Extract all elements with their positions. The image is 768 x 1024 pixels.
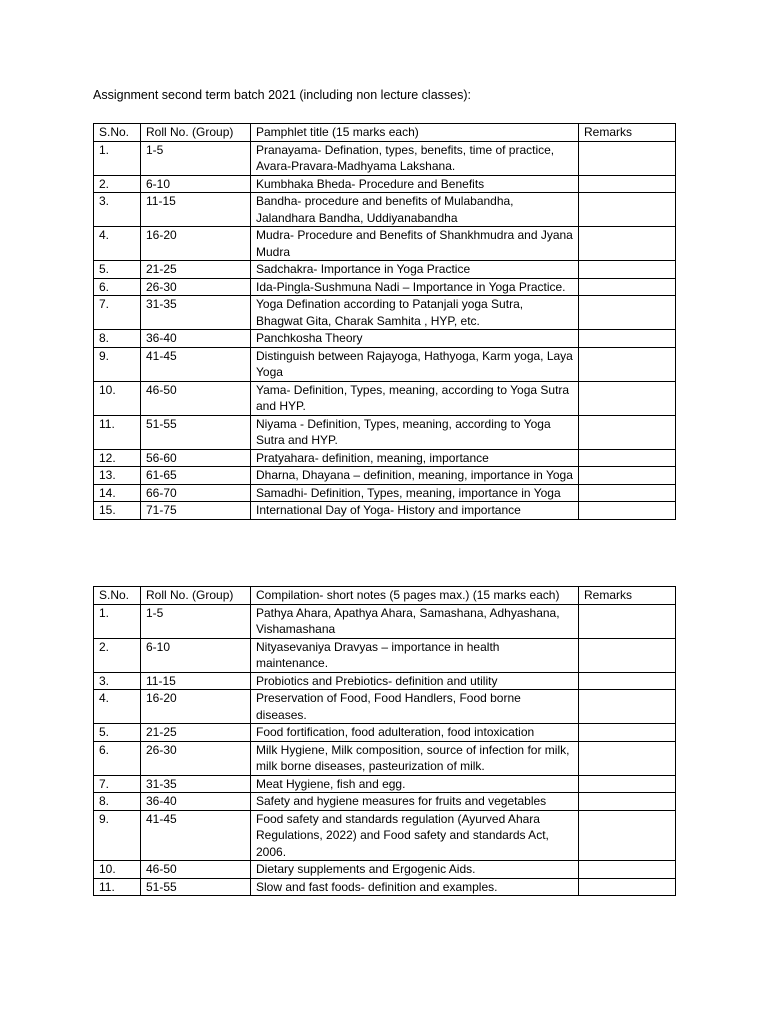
cell-title: Probiotics and Prebiotics- definition and utility [251, 672, 579, 690]
pamphlet-table-body [94, 141, 676, 519]
cell-sno: 8. [94, 330, 141, 348]
compilation-table-body [94, 604, 676, 896]
cell-roll-no: 41-45 [141, 347, 251, 381]
table-row [94, 793, 676, 811]
cell-sno: 2. [94, 175, 141, 193]
cell-title: Niyama - Definition, Types, meaning, according to Yoga Sutra and HYP. [251, 415, 579, 449]
cell-title: Nityasevaniya Dravyas – importance in health maintenance. [251, 638, 579, 672]
cell-remarks [579, 861, 676, 879]
cell-remarks [579, 741, 676, 775]
cell-sno: 15. [94, 502, 141, 520]
cell-roll-no: 16-20 [141, 690, 251, 724]
cell-remarks [579, 604, 676, 638]
cell-roll-no: 11-15 [141, 672, 251, 690]
table-row [94, 415, 676, 449]
cell-sno: 11. [94, 415, 141, 449]
cell-title: Pratyahara- definition, meaning, importance [251, 449, 579, 467]
cell-remarks [579, 261, 676, 279]
cell-title: Food safety and standards regulation (Ayurved Ahara Regulations, 2022) and Food safety and standards Act, 2006. [251, 810, 579, 861]
cell-remarks [579, 175, 676, 193]
cell-roll-no: 31-35 [141, 296, 251, 330]
cell-sno: 1. [94, 141, 141, 175]
cell-sno: 2. [94, 638, 141, 672]
cell-roll-no: 71-75 [141, 502, 251, 520]
cell-sno: 5. [94, 261, 141, 279]
cell-title: Mudra- Procedure and Benefits of Shankhmudra and Jyana Mudra [251, 227, 579, 261]
cell-title: Sadchakra- Importance in Yoga Practice [251, 261, 579, 279]
cell-roll-no: 46-50 [141, 381, 251, 415]
cell-sno: 9. [94, 810, 141, 861]
cell-remarks [579, 449, 676, 467]
cell-title: Pathya Ahara, Apathya Ahara, Samashana, Adhyashana, Vishamashana [251, 604, 579, 638]
cell-remarks [579, 690, 676, 724]
cell-title: Food fortification, food adulteration, food intoxication [251, 724, 579, 742]
cell-remarks [579, 330, 676, 348]
header-roll-no: Roll No. (Group) [141, 587, 251, 605]
cell-title: Preservation of Food, Food Handlers, Food borne diseases. [251, 690, 579, 724]
cell-title: Bandha- procedure and benefits of Mulabandha, Jalandhara Bandha, Uddiyanabandha [251, 193, 579, 227]
cell-title: Samadhi- Definition, Types, meaning, importance in Yoga [251, 484, 579, 502]
cell-sno: 3. [94, 672, 141, 690]
cell-roll-no: 66-70 [141, 484, 251, 502]
cell-sno: 7. [94, 775, 141, 793]
cell-roll-no: 51-55 [141, 878, 251, 896]
cell-title: Yoga Defination according to Patanjali yoga Sutra, Bhagwat Gita, Charak Samhita , HYP, etc. [251, 296, 579, 330]
table-row [94, 296, 676, 330]
table-row [94, 347, 676, 381]
cell-roll-no: 41-45 [141, 810, 251, 861]
header-pamphlet-title: Pamphlet title (15 marks each) [251, 124, 579, 142]
table-row [94, 193, 676, 227]
cell-roll-no: 61-65 [141, 467, 251, 485]
cell-title: Distinguish between Rajayoga, Hathyoga, Karm yoga, Laya Yoga [251, 347, 579, 381]
table-row [94, 861, 676, 879]
cell-sno: 12. [94, 449, 141, 467]
cell-remarks [579, 227, 676, 261]
table-row [94, 878, 676, 896]
cell-title: Ida-Pingla-Sushmuna Nadi – Importance in Yoga Practice. [251, 278, 579, 296]
cell-roll-no: 11-15 [141, 193, 251, 227]
cell-roll-no: 31-35 [141, 775, 251, 793]
table-row [94, 690, 676, 724]
header-sno: S.No. [94, 124, 141, 142]
cell-sno: 6. [94, 278, 141, 296]
cell-remarks [579, 467, 676, 485]
cell-title: Kumbhaka Bheda- Procedure and Benefits [251, 175, 579, 193]
cell-roll-no: 6-10 [141, 175, 251, 193]
cell-roll-no: 36-40 [141, 330, 251, 348]
table-row [94, 741, 676, 775]
cell-title: Yama- Definition, Types, meaning, according to Yoga Sutra and HYP. [251, 381, 579, 415]
cell-sno: 3. [94, 193, 141, 227]
table-row [94, 175, 676, 193]
cell-roll-no: 26-30 [141, 741, 251, 775]
header-remarks: Remarks [579, 587, 676, 605]
cell-remarks [579, 296, 676, 330]
cell-roll-no: 1-5 [141, 604, 251, 638]
cell-remarks [579, 141, 676, 175]
cell-title: Dharna, Dhayana – definition, meaning, importance in Yoga [251, 467, 579, 485]
cell-title: Safety and hygiene measures for fruits and vegetables [251, 793, 579, 811]
table-row [94, 724, 676, 742]
cell-sno: 8. [94, 793, 141, 811]
header-remarks: Remarks [579, 124, 676, 142]
cell-remarks [579, 278, 676, 296]
cell-remarks [579, 484, 676, 502]
cell-title: Milk Hygiene, Milk composition, source of infection for milk, milk borne diseases, pasteurization of milk. [251, 741, 579, 775]
cell-remarks [579, 775, 676, 793]
cell-roll-no: 1-5 [141, 141, 251, 175]
header-compilation-title: Compilation- short notes (5 pages max.) (15 marks each) [251, 587, 579, 605]
cell-remarks [579, 415, 676, 449]
cell-title: Pranayama- Defination, types, benefits, time of practice, Avara-Pravara-Madhyama Lakshana. [251, 141, 579, 175]
table-row [94, 502, 676, 520]
cell-sno: 10. [94, 381, 141, 415]
table-row [94, 638, 676, 672]
cell-sno: 10. [94, 861, 141, 879]
table-row [94, 261, 676, 279]
table-row [94, 810, 676, 861]
table-row [94, 227, 676, 261]
pamphlet-table [93, 123, 676, 520]
table-row [94, 604, 676, 638]
table-header-row [94, 124, 676, 142]
table-row [94, 381, 676, 415]
table-row [94, 330, 676, 348]
cell-remarks [579, 793, 676, 811]
cell-remarks [579, 810, 676, 861]
table-header-row [94, 587, 676, 605]
document-heading: Assignment second term batch 2021 (including non lecture classes): [93, 88, 471, 102]
cell-title: Dietary supplements and Ergogenic Aids. [251, 861, 579, 879]
cell-roll-no: 51-55 [141, 415, 251, 449]
cell-remarks [579, 381, 676, 415]
header-roll-no: Roll No. (Group) [141, 124, 251, 142]
header-sno: S.No. [94, 587, 141, 605]
cell-remarks [579, 672, 676, 690]
table-row [94, 672, 676, 690]
cell-sno: 9. [94, 347, 141, 381]
cell-roll-no: 6-10 [141, 638, 251, 672]
cell-title: Panchkosha Theory [251, 330, 579, 348]
cell-roll-no: 21-25 [141, 261, 251, 279]
cell-remarks [579, 878, 676, 896]
cell-sno: 7. [94, 296, 141, 330]
cell-title: International Day of Yoga- History and importance [251, 502, 579, 520]
cell-sno: 1. [94, 604, 141, 638]
cell-remarks [579, 502, 676, 520]
cell-remarks [579, 638, 676, 672]
cell-sno: 4. [94, 690, 141, 724]
cell-roll-no: 26-30 [141, 278, 251, 296]
cell-sno: 11. [94, 878, 141, 896]
compilation-table [93, 586, 676, 896]
table-row [94, 467, 676, 485]
table-row [94, 278, 676, 296]
cell-roll-no: 56-60 [141, 449, 251, 467]
cell-roll-no: 21-25 [141, 724, 251, 742]
cell-sno: 4. [94, 227, 141, 261]
table-row [94, 484, 676, 502]
table-row [94, 775, 676, 793]
cell-title: Meat Hygiene, fish and egg. [251, 775, 579, 793]
cell-sno: 6. [94, 741, 141, 775]
cell-remarks [579, 193, 676, 227]
cell-sno: 14. [94, 484, 141, 502]
cell-remarks [579, 724, 676, 742]
cell-sno: 5. [94, 724, 141, 742]
cell-sno: 13. [94, 467, 141, 485]
table-row [94, 449, 676, 467]
table-row [94, 141, 676, 175]
cell-roll-no: 46-50 [141, 861, 251, 879]
cell-remarks [579, 347, 676, 381]
cell-title: Slow and fast foods- definition and examples. [251, 878, 579, 896]
cell-roll-no: 16-20 [141, 227, 251, 261]
cell-roll-no: 36-40 [141, 793, 251, 811]
